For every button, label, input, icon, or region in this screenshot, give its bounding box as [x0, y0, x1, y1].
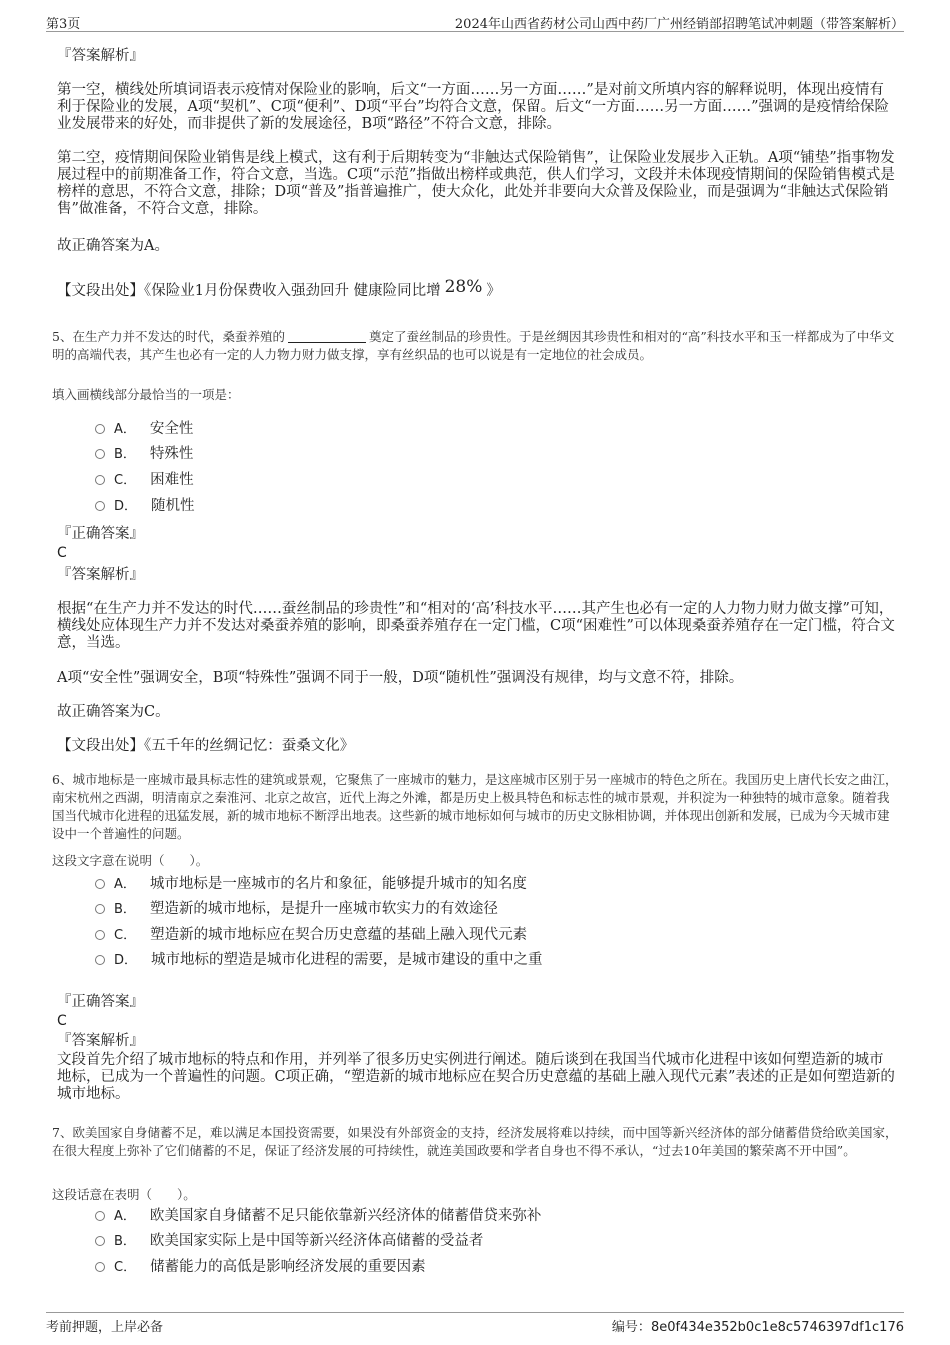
q5-stem-after: 奠定了蚕丝制品的珍贵性。于是丝绸因其珍贵性和相对的“高”科技水平和玉一样都成为了中华文明的高端代表，其产生也必有一定的人力物力财力做支撑，享有丝织品的也可以说是有一定地位的社会成员。	[52, 329, 895, 362]
radio-icon[interactable]	[95, 449, 105, 459]
q5-option-d[interactable]: D． 随机性	[95, 498, 195, 515]
page-number: 第3页	[46, 17, 81, 32]
q5-source	[57, 738, 354, 755]
q4-conclusion: 故正确答案为A。	[57, 238, 169, 254]
document-title: 2024年山西省药材公司山西中药厂广州经销部招聘笔试冲刺题（带答案解析）	[454, 17, 904, 32]
radio-icon[interactable]	[95, 1236, 105, 1246]
document-code-value: 8e0f434e352b0c1e8c5746397df1c176	[650, 1320, 904, 1335]
q5-stem	[52, 328, 900, 364]
q4-source	[57, 279, 501, 300]
q7-option-b[interactable]: B． 欧美国家实际上是中国等新兴经济体高储蓄的受益者	[95, 1233, 483, 1250]
q7-option-c[interactable]: C． 储蓄能力的高低是影响经济发展的重要因素	[95, 1259, 426, 1276]
q4-analysis-para1: 第一空，横线处所填词语表示疫情对保险业的影响，后文“一方面……另一方面……”是对前文所填内容的解释说明，体现出疫情有利于保险业的发展，A项“契机”、C项“便利”、D项“平台”均符合文意，保留。后文“一方面……另一方面……”强调的是疫情给保险业发展带来的好处，而非提供了新的发展途径，B项“路径”不符合文意，排除。	[57, 82, 889, 132]
q5-option-a[interactable]: A． 安全性	[95, 421, 193, 438]
radio-icon[interactable]	[95, 501, 105, 511]
radio-icon[interactable]	[95, 930, 105, 940]
q6-question: 这段文字意在说明（ ）。	[52, 853, 209, 868]
footer-slogan: 考前押题，上岸必备	[46, 1320, 164, 1335]
q7-question: 这段话意在表明（ ）。	[52, 1187, 196, 1202]
q4-analysis-label: 『答案解析』	[57, 48, 144, 64]
q7-option-a[interactable]: A． 欧美国家自身储蓄不足只能依靠新兴经济体的储蓄借贷来弥补	[95, 1208, 541, 1225]
q5-instruction: 填入画横线部分最恰当的一项是：	[52, 387, 240, 402]
q5-source-text: 《五千年的丝绸记忆：蚕桑文化》	[144, 738, 355, 754]
q6-stem: 6、城市地标是一座城市最具标志性的建筑或景观，它聚焦了一座城市的魅力，是这座城市区别于另一座城市的特色之所在。我国历史上唐代长安之曲江，南宋杭州之西湖，明清南京之秦淮河、北京之故宫，近代上海之外滩，都是历史上极具特色和标志性的城市景观，并积淀为一种独特的城市意象。随着我国当代城市化进程的迅猛发展，新的城市地标不断浮出地表。这些新的城市地标如何与城市的历史文脉相协调，并体现出创新和发展，已成为今天城市建设中一个普遍性的问题。	[52, 772, 898, 841]
radio-icon[interactable]	[95, 904, 105, 914]
q6-correct-label: 『正确答案』	[57, 994, 144, 1010]
q5-analysis-para1: 根据“在生产力并不发达的时代……蚕丝制品的珍贵性”和“相对的‘高’科技水平……其产生也必有一定的人力物力财力做支撑”可知，横线处应体现生产力并不发达对桑蚕养殖的影响，即桑蚕养殖存在一定门槛，C项“困难性”可以体现桑蚕养殖存在一定门槛，符合文意，当选。	[57, 601, 895, 651]
q6-option-c[interactable]: C． 塑造新的城市地标应在契合历史意蕴的基础上融入现代元素	[95, 927, 527, 944]
page-footer	[46, 1312, 904, 1335]
q5-analysis-label: 『答案解析』	[57, 567, 144, 583]
q5-correct-answer: C	[57, 545, 67, 561]
q6-option-b[interactable]: B． 塑造新的城市地标，是提升一座城市软实力的有效途径	[95, 901, 498, 918]
radio-icon[interactable]	[95, 475, 105, 485]
q4-source-end: 》	[486, 283, 501, 299]
q5-blank	[288, 330, 366, 343]
radio-icon[interactable]	[95, 1262, 105, 1272]
q5-stem-before: 5、在生产力并不发达的时代，桑蚕养殖的	[52, 329, 285, 344]
q4-analysis-para2: 第二空，疫情期间保险业销售是线上模式，这有利于后期转变为“非触达式保险销售”，让保险业发展步入正轨。A项“铺垫”指事物发展过程中的前期准备工作，符合文意，当选。C项“示范”指做出榜样或典范，供人们学习，文段并未体现疫情期间的保险销售模式是榜样的意思，不符合文意，排除；D项“普及”指普遍推广，使大众化，此处并非要向大众普及保险业，而是强调为“非触达式保险销售”做准备，不符合文意，排除。	[57, 150, 895, 217]
document-code-label: 编号：	[611, 1320, 651, 1335]
q6-analysis-label: 『答案解析』	[57, 1033, 144, 1049]
q5-correct-label: 『正确答案』	[57, 526, 144, 542]
radio-icon[interactable]	[95, 1211, 105, 1221]
radio-icon[interactable]	[95, 955, 105, 965]
q5-option-c[interactable]: C． 困难性	[95, 472, 194, 489]
document-code	[612, 1316, 904, 1335]
q7-stem: 7、欧美国家自身储蓄不足，难以满足本国投资需要，如果没有外部资金的支持，经济发展将难以持续，而中国等新兴经济体的部分储蓄借贷给欧美国家，在很大程度上弥补了它们储蓄的不足，保证了经济发展的可持续性，就连美国政要和学者自身也不得不承认，“过去10年美国的繁荣离不开中国”。	[52, 1125, 898, 1158]
radio-icon[interactable]	[95, 879, 105, 889]
q4-source-percent: 28%	[444, 277, 483, 297]
q5-source-label: 【文段出处】	[57, 738, 144, 754]
q6-option-d[interactable]: D． 城市地标的塑造是城市化进程的需要，是城市建设的重中之重	[95, 952, 543, 969]
q5-analysis-para2: A项“安全性”强调安全，B项“特殊性”强调不同于一般，D项“随机性”强调没有规律，均与文意不符，排除。	[57, 670, 744, 686]
q5-option-b[interactable]: B． 特殊性	[95, 446, 193, 463]
q6-option-a[interactable]: A． 城市地标是一座城市的名片和象征，能够提升城市的知名度	[95, 876, 527, 893]
q5-conclusion: 故正确答案为C。	[57, 704, 170, 720]
q4-source-text: 《保险业1月份保费收入强劲回升 健康险同比增	[144, 283, 441, 299]
q6-correct-answer: C	[57, 1013, 67, 1029]
page-header	[46, 11, 904, 32]
q4-source-label: 【文段出处】	[57, 283, 144, 299]
radio-icon[interactable]	[95, 424, 105, 434]
q6-analysis: 文段首先介绍了城市地标的特点和作用，并列举了很多历史实例进行阐述。随后谈到在我国当代城市化进程中该如何塑造新的城市地标，已成为一个普遍性的问题。C项正确，“塑造新的城市地标应在契合历史意蕴的基础上融入现代元素”表述的正是如何塑造新的城市地标。	[57, 1052, 895, 1102]
